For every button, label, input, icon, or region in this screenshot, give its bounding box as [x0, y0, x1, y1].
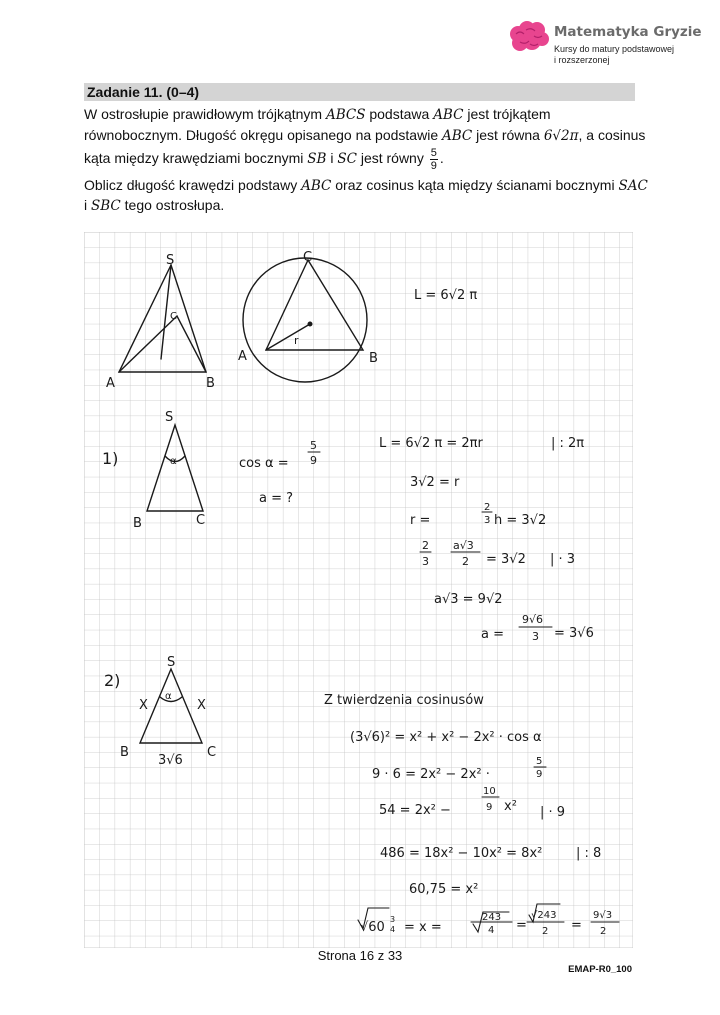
calc2-line2-lhs: 9 · 6 = 2x² − 2x² ·	[372, 767, 490, 782]
calc2-line6-r1-num: 243	[482, 912, 502, 923]
calc2-line6-r1-den: 4	[488, 925, 495, 936]
fraction	[430, 147, 438, 172]
math-expr: ABC	[301, 178, 332, 194]
calc1-line4-op: | · 3	[550, 552, 576, 567]
logo-subtitle	[554, 44, 674, 66]
calc1-line6-rest: = 3√6	[554, 626, 594, 641]
task-text-line-4	[84, 177, 648, 194]
calc1-line1: L = 6√2 π = 2πr	[379, 436, 483, 451]
circle-label-c: C	[303, 250, 313, 265]
cos-alpha-lhs: cos α =	[239, 456, 289, 471]
cos-den: 9	[310, 454, 317, 467]
calc2-line4-op: | : 8	[576, 846, 602, 861]
calc1-line3-rest: h = 3√2	[494, 513, 547, 528]
step2-label-x2: X	[197, 698, 206, 713]
task-text-line-5	[84, 197, 224, 214]
calc1-line4-num: 2	[422, 539, 429, 552]
step2-base: 3√6	[158, 753, 183, 768]
calc1-line3-lhs: r =	[410, 513, 431, 528]
task-header-bar	[84, 83, 635, 101]
math-expr: SBC	[91, 198, 121, 214]
step1-label-c: C	[196, 513, 206, 528]
text: tego ostrosłupa.	[120, 197, 225, 213]
calc1-line1-op: | : 2π	[551, 436, 585, 451]
math-expr: ABC	[433, 107, 464, 123]
brain-icon	[508, 20, 550, 56]
calc1-line4-mid-num: a√3	[453, 539, 474, 552]
denominator: 9	[430, 160, 437, 172]
text: , a cosinus	[578, 127, 646, 143]
cos-num: 5	[310, 439, 317, 452]
calc2-line6-r3-num: 9√3	[593, 910, 613, 921]
calc2-line1: (3√6)² = x² + x² − 2x² · cos α	[350, 730, 542, 745]
step1-label-b: B	[133, 516, 142, 531]
task-title: Zadanie 11. (0–4)	[87, 84, 200, 100]
calc2-line6-r2-num: √243	[531, 910, 557, 921]
calc2-line6-frac-den: 4	[390, 925, 396, 934]
calc2-line3-lhs: 54 = 2x² −	[379, 803, 451, 818]
text: i	[326, 150, 338, 167]
calc2-line6-eq2: =	[571, 918, 582, 933]
step2-label-b: B	[120, 745, 129, 760]
calc2-line6-a: √60	[360, 920, 385, 935]
calc2-title: Z twierdzenia cosinusów	[324, 693, 484, 708]
math-expr: 6√2π	[543, 128, 579, 144]
text: jest równy	[356, 150, 428, 167]
text: jest równa	[472, 127, 544, 143]
calc1-line6-den: 3	[532, 630, 539, 643]
text: i	[84, 197, 91, 213]
text: kąta między krawędziami bocznymi	[84, 150, 308, 167]
calc2-line2-num: 5	[536, 756, 543, 767]
step-2-number: 2)	[104, 671, 121, 690]
task-text-line-2	[84, 127, 645, 144]
label-a: A	[106, 376, 115, 391]
math-expr: ABC	[442, 128, 473, 144]
step2-alpha: α	[165, 691, 172, 702]
math-expr: SB	[307, 151, 327, 168]
calc2-line6-r3-den: 2	[600, 926, 607, 937]
step1-alpha: α	[170, 456, 177, 467]
calc2-line6-b: = x =	[404, 920, 442, 935]
given-length: L = 6√2 π	[414, 288, 478, 303]
calc2-line6-r2-den: 2	[542, 926, 549, 937]
math-expr: SC	[337, 151, 357, 168]
step-1-number: 1)	[102, 449, 119, 468]
calc2-line3-op: | · 9	[540, 805, 566, 820]
logo-subtitle-line1: Kursy do matury podstawowej	[554, 44, 675, 54]
calc1-line2: 3√2 = r	[410, 475, 460, 490]
circle-label-b: B	[369, 351, 378, 366]
text: jest trójkątem	[463, 106, 551, 122]
calc1-line4-mid-den: 2	[462, 555, 469, 568]
logo-title: Matematyka Gryzie	[554, 24, 702, 40]
calc1-line3-den: 3	[484, 515, 491, 526]
brand-logo	[508, 20, 708, 70]
circle-label-a: A	[238, 349, 247, 364]
numerator: 5	[430, 147, 437, 159]
math-expr: SAC	[618, 178, 648, 194]
calc1-line4-den: 3	[422, 555, 429, 568]
step2-label-s: S	[167, 655, 176, 670]
page-number: Strona 16 z 33	[317, 948, 403, 963]
step2-label-x1: X	[139, 698, 148, 713]
calc1-line6-lhs: a =	[481, 627, 504, 642]
calc2-line6-eq: =	[516, 918, 527, 933]
text: równobocznym. Długość okręgu opisanego na podstawie	[84, 127, 442, 143]
calc2-line2-den: 9	[536, 769, 543, 780]
calc1-line5: a√3 = 9√2	[434, 592, 503, 607]
circle-label-r: r	[294, 334, 299, 347]
text: oraz cosinus kąta między ścianami bocznymi	[331, 177, 619, 193]
calc2-line3-rest: x²	[504, 799, 517, 814]
calc2-line5: 60,75 = x²	[409, 882, 479, 897]
step2-label-c: C	[207, 745, 217, 760]
calc1-line4-rest: = 3√2	[486, 552, 526, 567]
exam-code: EMAP-R0_100	[568, 964, 632, 975]
text: Oblicz długość krawędzi podstawy	[84, 177, 302, 193]
text: podstawa	[365, 106, 434, 122]
calc1-line3-num: 2	[484, 502, 491, 513]
logo-subtitle-line2: i rozszerzonej	[554, 55, 610, 65]
label-b: B	[206, 376, 215, 391]
calc2-line6-frac-num: 3	[390, 915, 396, 924]
label-s: S	[166, 253, 175, 268]
task-text-line-3	[84, 147, 444, 172]
calc2-line3-den: 9	[486, 802, 493, 813]
task-text-line-1	[84, 106, 551, 123]
calc1-line6-num: 9√6	[522, 613, 544, 626]
label-c: C	[170, 311, 177, 322]
answer-grid	[84, 232, 633, 948]
math-expr: ABCS	[325, 107, 366, 123]
unknown-a: a = ?	[259, 491, 294, 506]
calc2-line3-num: 10	[483, 786, 496, 797]
text: .	[439, 150, 444, 167]
step1-label-s: S	[165, 410, 174, 425]
calc2-line4: 486 = 18x² − 10x² = 8x²	[380, 846, 543, 861]
text: W ostrosłupie prawidłowym trójkątnym	[84, 106, 326, 122]
